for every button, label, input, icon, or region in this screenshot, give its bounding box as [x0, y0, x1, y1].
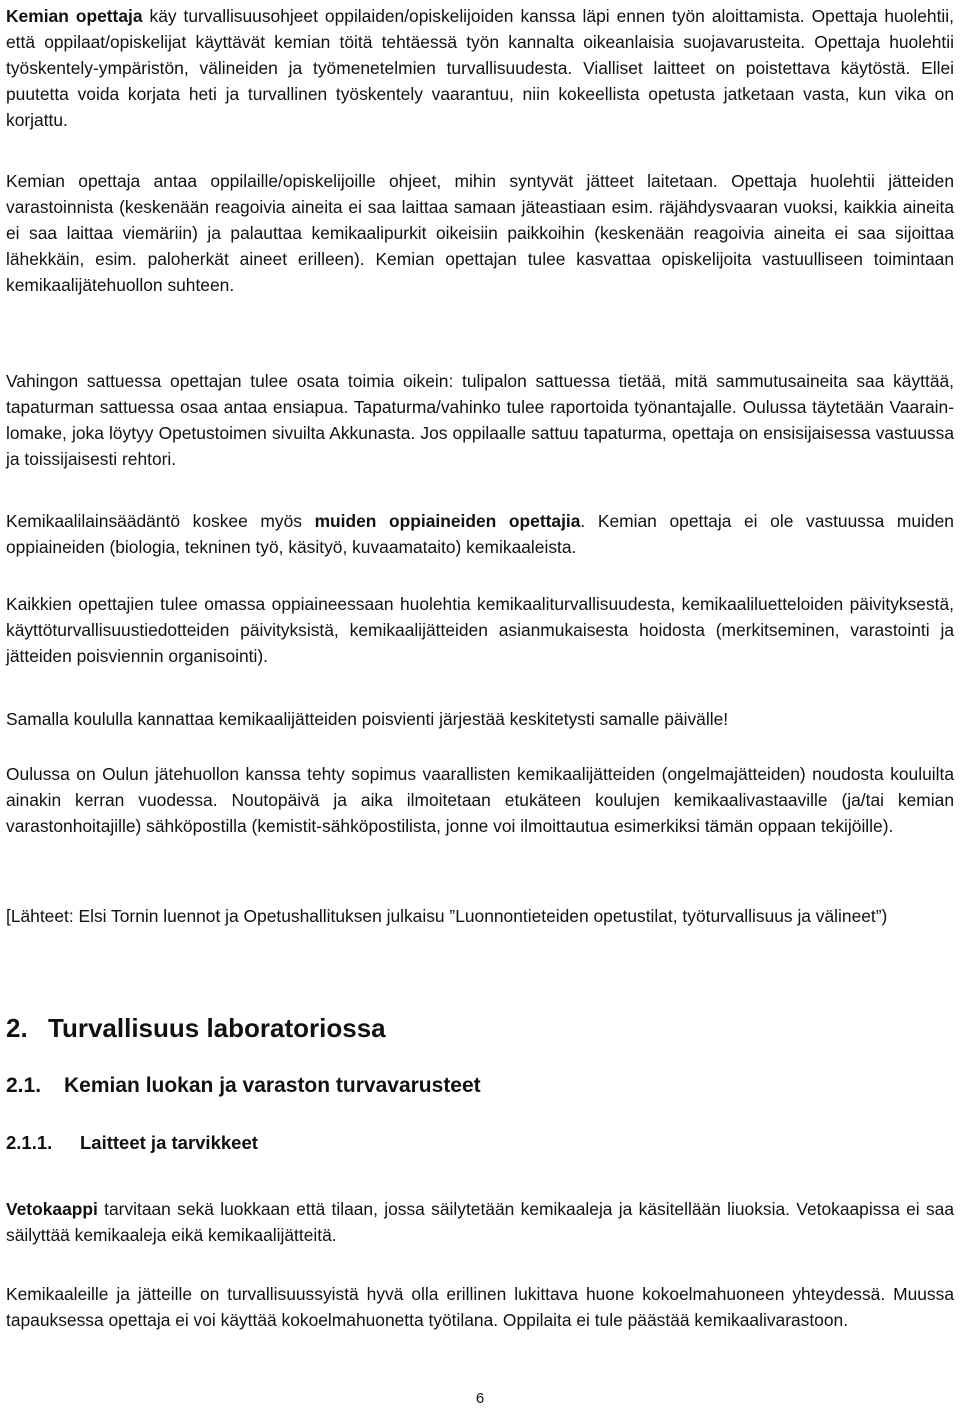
paragraph-oulu-agreement: Oulussa on Oulun jätehuollon kanssa tehty sopimus vaarallisten kemikaalijätteiden (ongelmajätteiden) noudosta kouluilta ainakin kerran vuodessa. Noutopäivä ja aika ilmoitetaan etukäteen koulujen kemikaalivastaaville (ja/tai kemian varastonhoitajille) sähköpostilla (kemistit-sähköpostilista, jonne voi ilmoittautua esimerkiksi tämän oppaan tekijöille). — [6, 764, 954, 836]
bold-lead: Vetokaappi — [6, 1199, 98, 1219]
subsection-title: Kemian luokan ja varaston turvavarusteet — [64, 1074, 481, 1097]
paragraph-text: käy turvallisuusohjeet oppilaiden/opiskelijoiden kanssa läpi ennen työn aloittamista. Opettaja huolehtii, että oppilaat/opiskelijat käyttävät kemian töitä tehtäessä työn kannalta oikeanlaisia suojavarusteita. Opettaja huolehtii työskentely-ympäristön, välineiden ja työmenetelmien turvallisuudesta. Vialliset laitteet on poistettava käytöstä. Ellei puutetta voida korjata heti ja turvallinen työskentely vaarantuu, niin kokeellista opetusta jatketaan vasta, kun vika on korjattu. — [6, 6, 954, 130]
section-heading-2 — [6, 1013, 386, 1044]
paragraph-sources: [Lähteet: Elsi Tornin luennot ja Opetushallituksen julkaisu ”Luonnontieteiden opetustilat, työturvallisuus ja välineet”) — [6, 906, 888, 926]
paragraph-storage-room: Kemikaaleille ja jätteille on turvallisuussyistä hyvä olla erillinen lukittava huone kokoelmahuoneen yhteydessä. Muussa tapauksessa opettaja ei voi käyttää kokoelmahuonetta työtilana. Oppilaita ei tule päästää kemikaalivarastoon. — [6, 1284, 954, 1330]
subsection-number: 2.1. — [6, 1074, 42, 1097]
paragraph-legislation — [6, 508, 954, 560]
paragraph-waste-instructions: Kemian opettaja antaa oppilaille/opiskelijoille ohjeet, mihin syntyvät jätteet laitetaan. Opettaja huolehtii jätteiden varastoinnista (keskenään reagoivia aineita ei saa laittaa samaan jäteastiaan esim. räjähdysvaaran vuoksi, kaikkia aineita ei saa laittaa viemäriin) ja palauttaa kemikaalipurkit oikeisiin paikkoihin (keskenään reagoivia aineita ei saa sijoittaa lähekkäin, esim. paloherkät aineet erilleen). Kemian opettajan tulee kasvattaa opiskelijoita vastuulliseen toimintaan kemikaalijätehuollon suhteen. — [6, 171, 954, 295]
subsection-heading-2-1 — [6, 1074, 481, 1098]
paragraph-accident-procedure: Vahingon sattuessa opettajan tulee osata toimia oikein: tulipalon sattuessa tietää, mitä sammutusaineita saa käyttää, tapaturman sattuessa osaa antaa ensiapua. Tapaturma/vahinko tulee raportoida työnantajalle. Oulussa täytetään Vaarain-lomake, joka löytyy Opetustoimen sivuilta Akkunasta. Jos oppilaalle sattuu tapaturma, opettaja on ensisijaisessa vastuussa ja toissijaisesti rehtori. — [6, 371, 954, 469]
section-title: Turvallisuus laboratoriossa — [48, 1013, 386, 1043]
section-number: 2. — [6, 1013, 28, 1043]
paragraph-text-after: . Kemian opettaja ei ole vastuussa muiden oppiaineiden (biologia, tekninen työ, käsityö, kuvaamataito) kemikaaleista. — [6, 511, 954, 557]
paragraph-text-before: Kemikaalilainsäädäntö koskee myös — [6, 511, 315, 531]
subsubsection-title: Laitteet ja tarvikkeet — [80, 1132, 258, 1153]
bold-phrase: muiden oppiaineiden opettajia — [314, 511, 581, 531]
bold-lead: Kemian opettaja — [6, 6, 143, 26]
paragraph-text: tarvitaan sekä luokkaan että tilaan, jossa säilytetään kemikaaleja ja käsitellään liuoksia. Vetokaapissa ei saa säilyttää kemikaaleja eikä kemikaalijätteitä. — [6, 1199, 954, 1245]
paragraph-waste-collection-day: Samalla koululla kannattaa kemikaalijätteiden poisvienti järjestää keskitetysti samalle päivälle! — [6, 709, 729, 729]
subsubsection-number: 2.1.1. — [6, 1132, 53, 1153]
subsubsection-heading-2-1-1 — [6, 1132, 258, 1154]
paragraph-fume-hood — [6, 1196, 954, 1248]
paragraph-all-teachers: Kaikkien opettajien tulee omassa oppiaineessaan huolehtia kemikaaliturvallisuudesta, kemikaaliluetteloiden päivityksestä, käyttöturvallisuustiedotteiden päivityksistä, kemikaalijätteiden asianmukaisesta hoidosta (merkitseminen, varastointi ja jätteiden poisviennin organisointi). — [6, 594, 954, 666]
page-number: 6 — [475, 1390, 485, 1407]
paragraph-teacher-safety — [6, 3, 954, 133]
